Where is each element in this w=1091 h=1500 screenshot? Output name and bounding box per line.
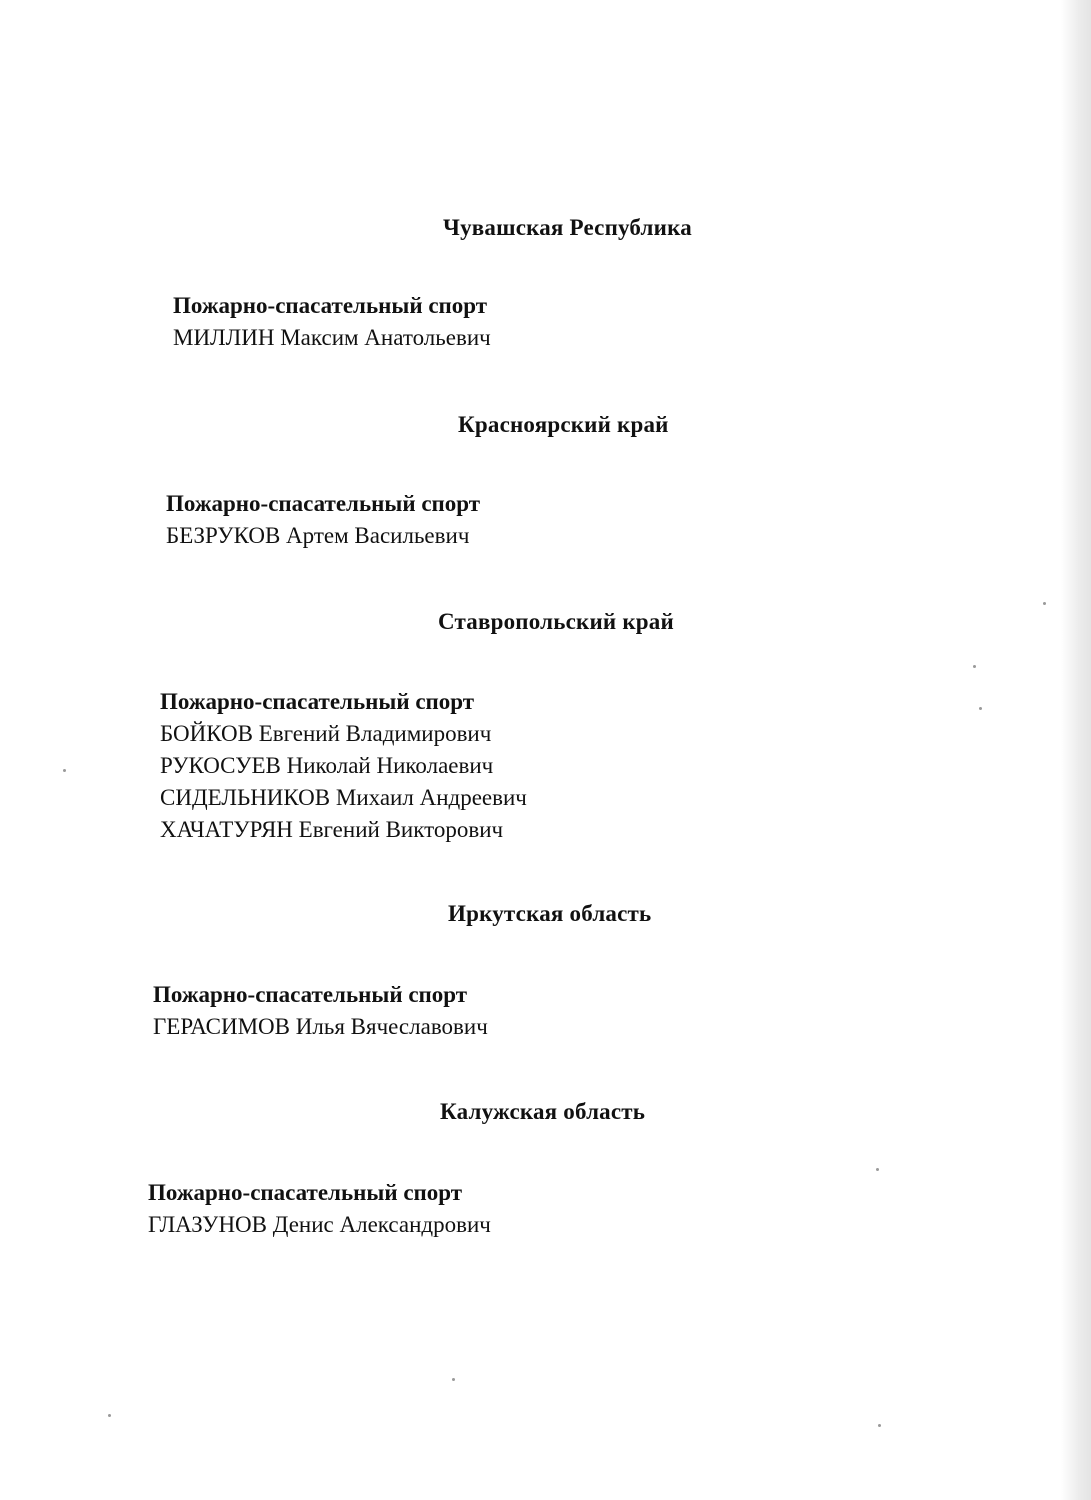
section-entries <box>160 686 527 846</box>
scan-speck <box>878 1424 881 1427</box>
person-name: ГЛАЗУНОВ Денис Александрович <box>148 1212 491 1237</box>
scan-speck <box>63 769 66 772</box>
region-heading: Ставропольский край <box>438 609 674 634</box>
region-heading: Иркутская область <box>448 901 652 926</box>
person-name: МИЛЛИН Максим Анатольевич <box>173 325 491 350</box>
scan-speck <box>452 1378 455 1381</box>
scan-edge-shadow <box>1061 0 1091 1500</box>
sport-heading: Пожарно-спасательный спорт <box>166 491 481 516</box>
person-name: ГЕРАСИМОВ Илья Вячеславович <box>153 1014 488 1039</box>
section-entries <box>166 488 480 552</box>
scan-speck <box>973 665 976 668</box>
section-entries <box>153 979 488 1043</box>
section-entries <box>148 1177 491 1241</box>
scan-speck <box>1043 602 1046 605</box>
scan-speck <box>979 707 982 710</box>
person-name: ХАЧАТУРЯН Евгений Викторович <box>160 817 504 842</box>
scan-speck <box>108 1414 111 1417</box>
region-heading: Красноярский край <box>458 412 669 437</box>
section-entries <box>173 290 491 354</box>
person-name: РУКОСУЕВ Николай Николаевич <box>160 753 494 778</box>
scan-speck <box>876 1168 879 1171</box>
region-heading: Чувашская Республика <box>443 215 692 240</box>
sport-heading: Пожарно-спасательный спорт <box>148 1180 463 1205</box>
sport-heading: Пожарно-спасательный спорт <box>153 982 468 1007</box>
person-name: БЕЗРУКОВ Артем Васильевич <box>166 523 470 548</box>
sport-heading: Пожарно-спасательный спорт <box>173 293 488 318</box>
region-heading: Калужская область <box>440 1099 646 1124</box>
person-name: БОЙКОВ Евгений Владимирович <box>160 721 492 746</box>
sport-heading: Пожарно-спасательный спорт <box>160 689 475 714</box>
person-name: СИДЕЛЬНИКОВ Михаил Андреевич <box>160 785 527 810</box>
